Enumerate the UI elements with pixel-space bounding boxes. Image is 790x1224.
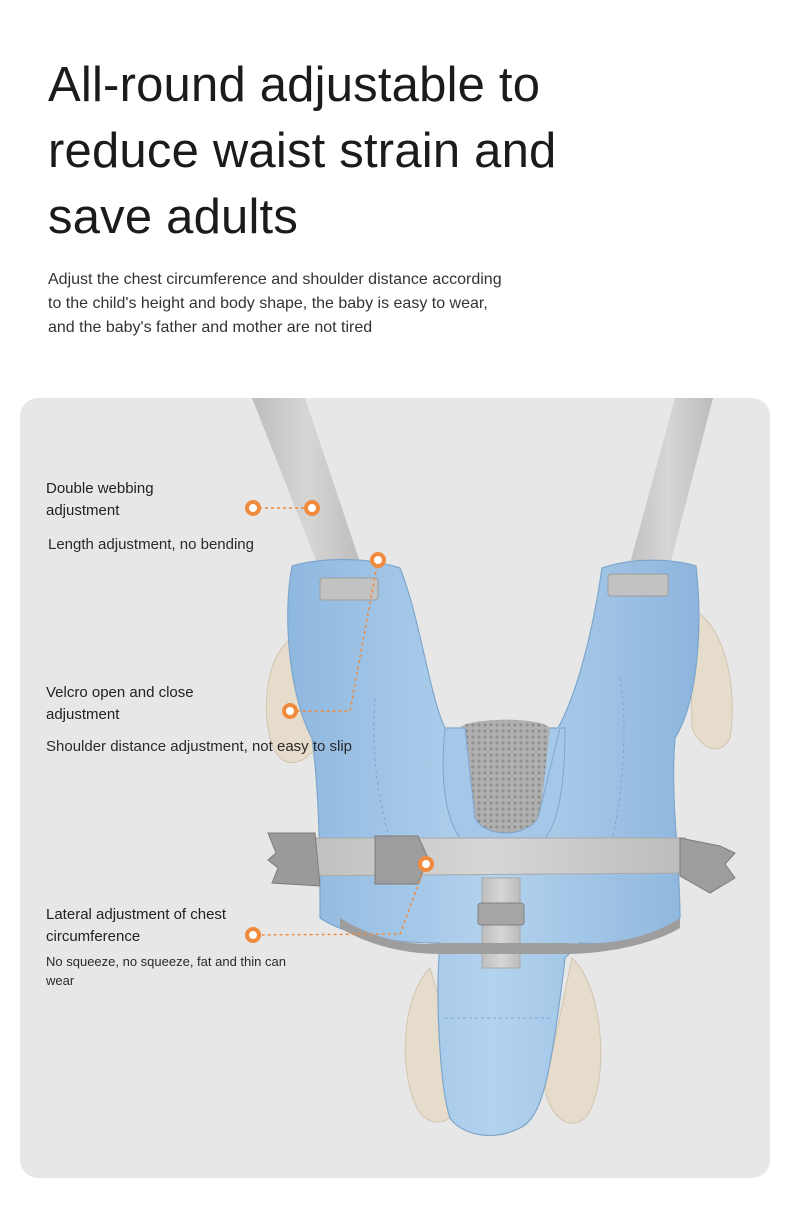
page-title: All-round adjustable to reduce waist strain and save adults <box>48 58 557 244</box>
chest-belt <box>290 838 685 876</box>
product-feature-panel <box>20 398 770 1178</box>
feature-desc-velcro: Shoulder distance adjustment, not easy to slip <box>46 738 353 755</box>
feature-title-velcro: Velcro open and close adjustment <box>46 684 194 723</box>
feature-title-webbing: Double webbing adjustment <box>46 480 154 519</box>
left-buckle <box>268 833 320 886</box>
feature-desc-chest: No squeeze, no squeeze, fat and thin can wear <box>46 954 286 988</box>
feature-desc-webbing: Length adjustment, no bending <box>48 536 254 553</box>
center-buckle <box>375 836 428 884</box>
feature-title-chest: Lateral adjustment of chest circumference <box>46 906 227 945</box>
right-buckle <box>680 838 735 893</box>
page-subtitle: Adjust the chest circumference and shoulder distance according to the child's height and body shape, the baby is easy to wear, and the baby's father and mother are not tired <box>48 271 502 336</box>
